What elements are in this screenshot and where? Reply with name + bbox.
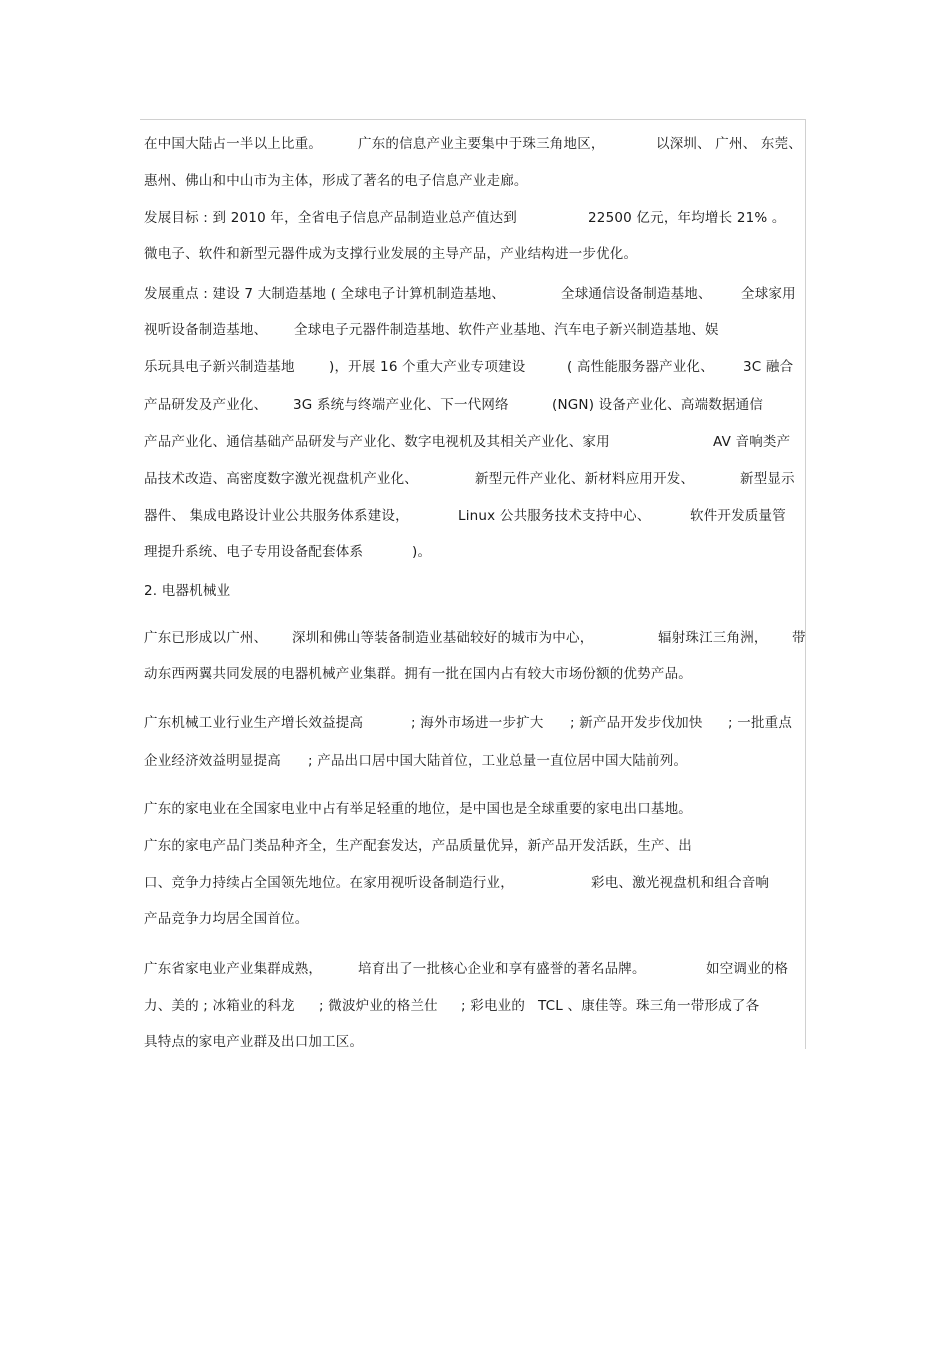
text-segment: 广东机械工业行业生产增长效益提高 [144, 715, 364, 731]
text-line [144, 797, 692, 817]
text-segment: AV 音响类产 [713, 434, 791, 450]
text-segment: 视听设备制造基地、 [144, 322, 268, 338]
text-segment: ; 新产品开发步伐加快 [570, 715, 703, 731]
text-segment: 彩电、激光视盘机和组合音响 [591, 875, 770, 891]
text-segment: (NGN) 设备产业化、高端数据通信 [552, 397, 764, 413]
text-segment: 广东的家电业在全国家电业中占有举足轻重的地位，是中国也是全球重要的家电出口基地。 [144, 801, 692, 817]
text-segment: 深圳和佛山等装备制造业基础较好的城市为中心， [292, 630, 594, 646]
text-line [144, 242, 637, 262]
text-segment: ; 彩电业的 [461, 998, 526, 1014]
text-segment: 以深圳、 广州、 东莞、 [656, 136, 802, 152]
section-heading [144, 579, 230, 599]
text-segment: ; 海外市场进一步扩大 [411, 715, 544, 731]
text-line [144, 393, 764, 413]
text-segment: 微电子、软件和新型元器件成为支撑行业发展的主导产品，产业结构进一步优化。 [144, 246, 638, 262]
text-segment: 发展目标 : 到 2010 年，全省电子信息产品制造业总产值达到 [144, 210, 517, 226]
text-segment: )。 [412, 544, 432, 560]
text-line [144, 355, 794, 375]
text-segment: ; 产品出口居中国大陆首位，工业总量一直位居中国大陆前列。 [308, 753, 688, 769]
text-segment: 辐射珠江三角洲， [658, 630, 768, 646]
text-segment: 软件开发质量管 [690, 508, 786, 524]
text-line [144, 132, 802, 152]
text-segment: 乐玩具电子新兴制造基地 [144, 359, 295, 375]
text-segment: 理提升系统、电子专用设备配套体系 [144, 544, 364, 560]
text-line [144, 318, 719, 338]
text-line [144, 430, 791, 450]
text-segment: 2. 电器机械业 [144, 583, 231, 599]
text-segment: 品技术改造、高密度数字激光视盘机产业化、 [144, 471, 418, 487]
text-line [144, 504, 786, 524]
text-segment: 广东省家电业产业集群成熟， [144, 961, 323, 977]
text-line [144, 626, 806, 646]
text-segment: TCL 、康佳等。珠三角一带形成了各 [538, 998, 760, 1014]
text-segment: 全球家用 [741, 286, 796, 302]
text-line [144, 206, 786, 226]
text-segment: ( 高性能服务器产业化、 [567, 359, 714, 375]
text-segment: 3C 融合 [743, 359, 794, 375]
text-segment: 器件、 集成电路设计业公共服务体系建设， [144, 508, 409, 524]
text-line [144, 957, 789, 977]
text-segment: 新型显示 [740, 471, 795, 487]
text-line [144, 169, 528, 189]
text-line [144, 282, 796, 302]
text-line [144, 1030, 363, 1050]
text-segment: 广东的家电产品门类品种齐全，生产配套发达，产品质量优异，新产品开发活跃，生产、出 [144, 838, 692, 854]
text-segment: 全球电子元器件制造基地、软件产业基地、汽车电子新兴制造基地、娱 [294, 322, 719, 338]
text-segment: 带 [792, 630, 806, 646]
text-segment: 广东的信息产业主要集中于珠三角地区， [358, 136, 605, 152]
text-line [144, 834, 692, 854]
text-segment: 惠州、佛山和中山市为主体，形成了著名的电子信息产业走廊。 [144, 173, 528, 189]
text-line [144, 749, 688, 769]
text-segment: 动东西两翼共同发展的电器机械产业集群。拥有一批在国内占有较大市场份额的优势产品。 [144, 666, 692, 682]
text-segment: 新型元件产业化、新材料应用开发、 [475, 471, 695, 487]
text-line [144, 907, 308, 927]
text-segment: 如空调业的格 [706, 961, 789, 977]
text-line [144, 467, 795, 487]
text-segment: 企业经济效益明显提高 [144, 753, 281, 769]
text-segment: 全球通信设备制造基地、 [561, 286, 712, 302]
text-line [144, 711, 793, 731]
text-line [144, 662, 692, 682]
text-segment: ; 一批重点 [728, 715, 793, 731]
text-segment: 具特点的家电产业群及出口加工区。 [144, 1034, 364, 1050]
text-segment: 3G 系统与终端产业化、下一代网络 [293, 397, 509, 413]
text-line [144, 871, 770, 891]
text-line [144, 994, 760, 1014]
text-segment: ; 微波炉业的格兰仕 [319, 998, 438, 1014]
text-segment: 力、美的 ; 冰箱业的科龙 [144, 998, 295, 1014]
text-segment: 发展重点 : 建设 7 大制造基地 ( 全球电子计算机制造基地、 [144, 286, 506, 302]
text-line [144, 540, 432, 560]
text-segment: 广东已形成以广州、 [144, 630, 268, 646]
text-segment: 在中国大陆占一半以上比重。 [144, 136, 323, 152]
text-segment: 口、竞争力持续占全国领先地位。在家用视听设备制造行业， [144, 875, 514, 891]
text-segment: 产品产业化、通信基础产品研发与产业化、数字电视机及其相关产业化、家用 [144, 434, 610, 450]
text-segment: 产品研发及产业化、 [144, 397, 268, 413]
text-segment: 培育出了一批核心企业和享有盛誉的著名品牌。 [358, 961, 646, 977]
text-segment: )，开展 16 个重大产业专项建设 [329, 359, 526, 375]
text-segment: 22500 亿元，年均增长 21% 。 [588, 210, 786, 226]
text-segment: Linux 公共服务技术支持中心、 [458, 508, 651, 524]
text-segment: 产品竞争力均居全国首位。 [144, 911, 309, 927]
